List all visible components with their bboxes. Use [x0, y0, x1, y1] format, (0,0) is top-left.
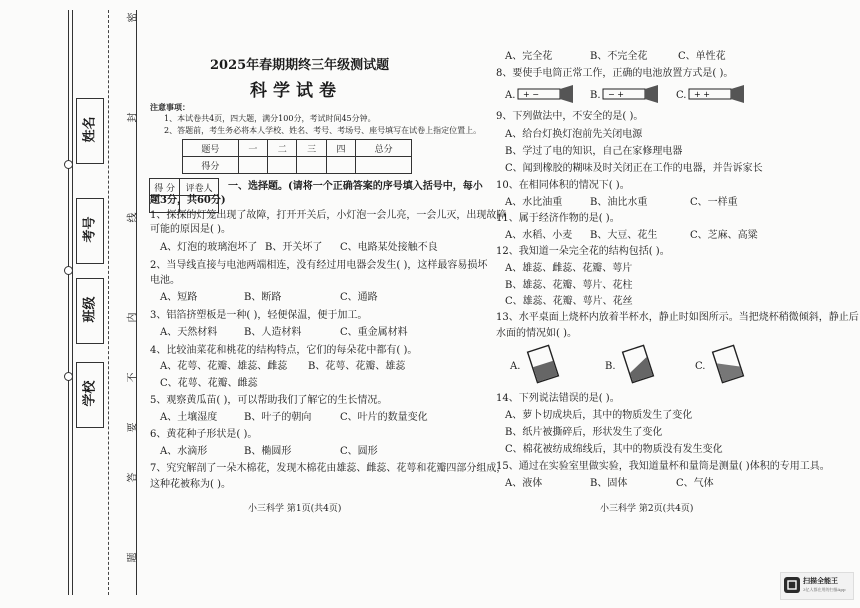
question-11: 11、属于经济作物的是( )。 [496, 213, 620, 224]
q6-option-b[interactable]: B、椭圆形 [244, 446, 292, 457]
question-5: 5、观察黄瓜苗( )，可以帮助我们了解它的生长情况。 [150, 395, 388, 406]
page-footer-1: 小三科学 第1页(共4页) [248, 504, 342, 514]
q14-option-a[interactable]: A、萝卜切成块后，其中的物质发生了变化 [505, 410, 693, 421]
q1-option-b[interactable]: B、开关坏了 [265, 242, 323, 253]
q1-option-c[interactable]: C、电路某处接触不良 [340, 242, 438, 253]
q14-option-b[interactable]: B、纸片被撕碎后，形状发生了变化 [505, 427, 663, 438]
q10-option-b[interactable]: B、油比水重 [590, 197, 648, 208]
q7-option-a[interactable]: A、完全花 [505, 51, 553, 62]
exam-number-field[interactable]: 考号 [76, 198, 104, 264]
exam-title: 2025年春期期终三年级测试题 [210, 58, 390, 73]
q2-option-b[interactable]: B、断路 [244, 292, 282, 303]
question-9: 9、下列做法中，不安全的是( )。 [496, 111, 644, 122]
question-2: 2、当导线直接与电池两端相连，没有经过用电器会发生( )，这样最容易损坏 [150, 260, 488, 271]
cut-mark: 线 [127, 212, 139, 223]
page-footer-2: 小三科学 第2页(共4页) [600, 504, 694, 514]
q5-option-b[interactable]: B、叶子的朝向 [244, 412, 312, 423]
svg-text:+ −: + − [523, 90, 539, 99]
question-10: 10、在相同体积的情况下( )。 [496, 180, 630, 191]
flashlight-icon [688, 85, 746, 103]
q9-option-c[interactable]: C、闻到橡胶的糊味及时关闭正在工作的电器，并告诉家长 [505, 163, 763, 174]
question-7-cont: 这种花被称为( )。 [150, 479, 231, 490]
question-12: 12、我知道一朵完全花的结构包括( )。 [496, 246, 670, 257]
question-7: 7、究究解剖了一朵木棉花，发现木棉花由雄蕊、雌蕊、花萼和花瓣四部分组成， [150, 463, 507, 474]
beaker-icon [621, 344, 655, 384]
cut-mark: 封 [127, 112, 139, 123]
question-14: 14、下列说法错误的是( )。 [496, 393, 620, 404]
q15-option-b[interactable]: B、固体 [590, 478, 628, 489]
q12-option-a[interactable]: A、雄蕊、雌蕊、花瓣、萼片 [505, 263, 633, 274]
question-1: 1、探探的灯笼出现了故障，打开开关后，小灯泡一会儿亮，一会儿灭，出现故障 [150, 210, 507, 221]
cut-mark: 密 [127, 12, 139, 23]
q5-option-a[interactable]: A、土壤湿度 [160, 412, 218, 423]
watermark-title: 扫描全能王 [803, 576, 838, 585]
scanner-logo-icon [784, 577, 800, 593]
q15-option-a[interactable]: A、液体 [505, 478, 543, 489]
q9-option-a[interactable]: A、给台灯换灯泡前先关闭电源 [505, 129, 643, 140]
q11-option-a[interactable]: A、水稻、小麦 [505, 230, 573, 241]
q5-option-c[interactable]: C、叶片的数量变化 [340, 412, 428, 423]
flashlight-icon [517, 85, 575, 103]
punch-hole [64, 160, 73, 169]
question-6: 6、黄花种子形状是( )。 [150, 429, 258, 440]
punch-hole [64, 372, 73, 381]
svg-text:+ +: + + [694, 90, 710, 99]
cut-mark: 内 [127, 312, 139, 323]
cut-mark: 要 [127, 422, 139, 433]
q7-option-c[interactable]: C、单性花 [678, 51, 726, 62]
note-line: 2、答题前，考生务必将本人学校、姓名、考号、考场号、座号填写在试卷上指定位置上。 [164, 126, 482, 135]
q1-option-a[interactable]: A、灯泡的玻璃泡坏了 [160, 242, 258, 253]
watermark-caption: 3亿人都在用的扫描App [803, 587, 846, 592]
q2-option-a[interactable]: A、短路 [160, 292, 198, 303]
school-field[interactable]: 学校 [76, 362, 104, 428]
q4-option-a[interactable]: A、花萼、花瓣、雄蕊、雌蕊 [160, 361, 288, 372]
question-8: 8、要使手电筒正常工作，正确的电池放置方式是( )。 [496, 68, 734, 79]
q9-option-b[interactable]: B、学过了电的知识，自己在家修理电器 [505, 146, 683, 157]
q14-option-c[interactable]: C、棉花被纺成绵线后，其中的物质没有发生变化 [505, 444, 723, 455]
q11-option-b[interactable]: B、大豆、花生 [590, 230, 658, 241]
question-4: 4、比较油菜花和桃花的结构特点，它们的每朵花中都有( )。 [150, 345, 418, 356]
binding-margin [58, 10, 144, 595]
q3-option-b[interactable]: B、人造材料 [244, 327, 302, 338]
question-1-cont: 可能的原因是( )。 [150, 224, 231, 235]
name-field[interactable]: 姓名 [76, 98, 104, 164]
q13-option-c[interactable]: C. [695, 361, 706, 372]
punch-hole [64, 266, 73, 275]
q12-option-c[interactable]: C、雄蕊、花瓣、萼片、花丝 [505, 296, 633, 307]
cut-mark: 答 [127, 472, 139, 483]
q7-option-b[interactable]: B、不完全花 [590, 51, 648, 62]
cut-mark: 题 [127, 552, 139, 563]
beaker-icon [711, 344, 745, 384]
q3-option-c[interactable]: C、重金属材料 [340, 327, 408, 338]
q8-option-b[interactable]: B. [590, 90, 601, 101]
q10-option-a[interactable]: A、水比油重 [505, 197, 563, 208]
q11-option-c[interactable]: C、芝麻、高粱 [690, 230, 758, 241]
q13-option-a[interactable]: A. [510, 361, 521, 372]
q4-option-b[interactable]: B、花萼、花瓣、雄蕊 [308, 361, 406, 372]
note-line: 1、本试卷共4页，四大题，满分100分，考试时间45分钟。 [164, 114, 376, 123]
q6-option-a[interactable]: A、水滴形 [160, 446, 208, 457]
question-2-cont: 电池。 [150, 275, 180, 286]
q12-option-b[interactable]: B、雄蕊、花瓣、萼片、花柱 [505, 280, 633, 291]
section-title-cont: 题3分，共60分) [150, 195, 226, 206]
svg-text:− +: − + [608, 90, 624, 99]
class-field[interactable]: 班级 [76, 278, 104, 344]
grader-box: 得 分 评卷人 [149, 178, 219, 213]
q10-option-c[interactable]: C、一样重 [690, 197, 738, 208]
q2-option-c[interactable]: C、通路 [340, 292, 378, 303]
flashlight-icon [602, 85, 660, 103]
q8-option-a[interactable]: A. [505, 90, 516, 101]
q13-option-b[interactable]: B. [605, 361, 616, 372]
question-3: 3、铝箔挤塑板是一种( )，轻便保温，便于加工。 [150, 310, 368, 321]
question-13: 13、水平桌面上烧杯内放着半杯水，静止时如图所示。当把烧杯稍微倾斜，静止后 [496, 312, 859, 323]
q3-option-a[interactable]: A、天然材料 [160, 327, 218, 338]
scanner-watermark [780, 572, 854, 600]
beaker-icon [526, 344, 560, 384]
notes-heading: 注意事项： [150, 102, 190, 112]
section-title: 一、选择题。(请将一个正确答案的序号填入括号中，每小 [228, 181, 483, 192]
cut-mark: 不 [127, 372, 139, 383]
question-13-cont: 水面的情况如( )。 [496, 328, 577, 339]
question-15: 15、通过在实验室里做实验，我知道量杯和量筒是测量( )体积的专用工具。 [496, 461, 830, 472]
q4-option-c[interactable]: C、花萼、花瓣、雌蕊 [160, 378, 258, 389]
score-table: 题号 一 二 三 四 总分 得分 [182, 139, 412, 174]
q6-option-c[interactable]: C、圆形 [340, 446, 378, 457]
q8-option-c[interactable]: C. [676, 90, 687, 101]
exam-subtitle: 科学试卷 [250, 81, 342, 101]
q15-option-c[interactable]: C、气体 [676, 478, 714, 489]
